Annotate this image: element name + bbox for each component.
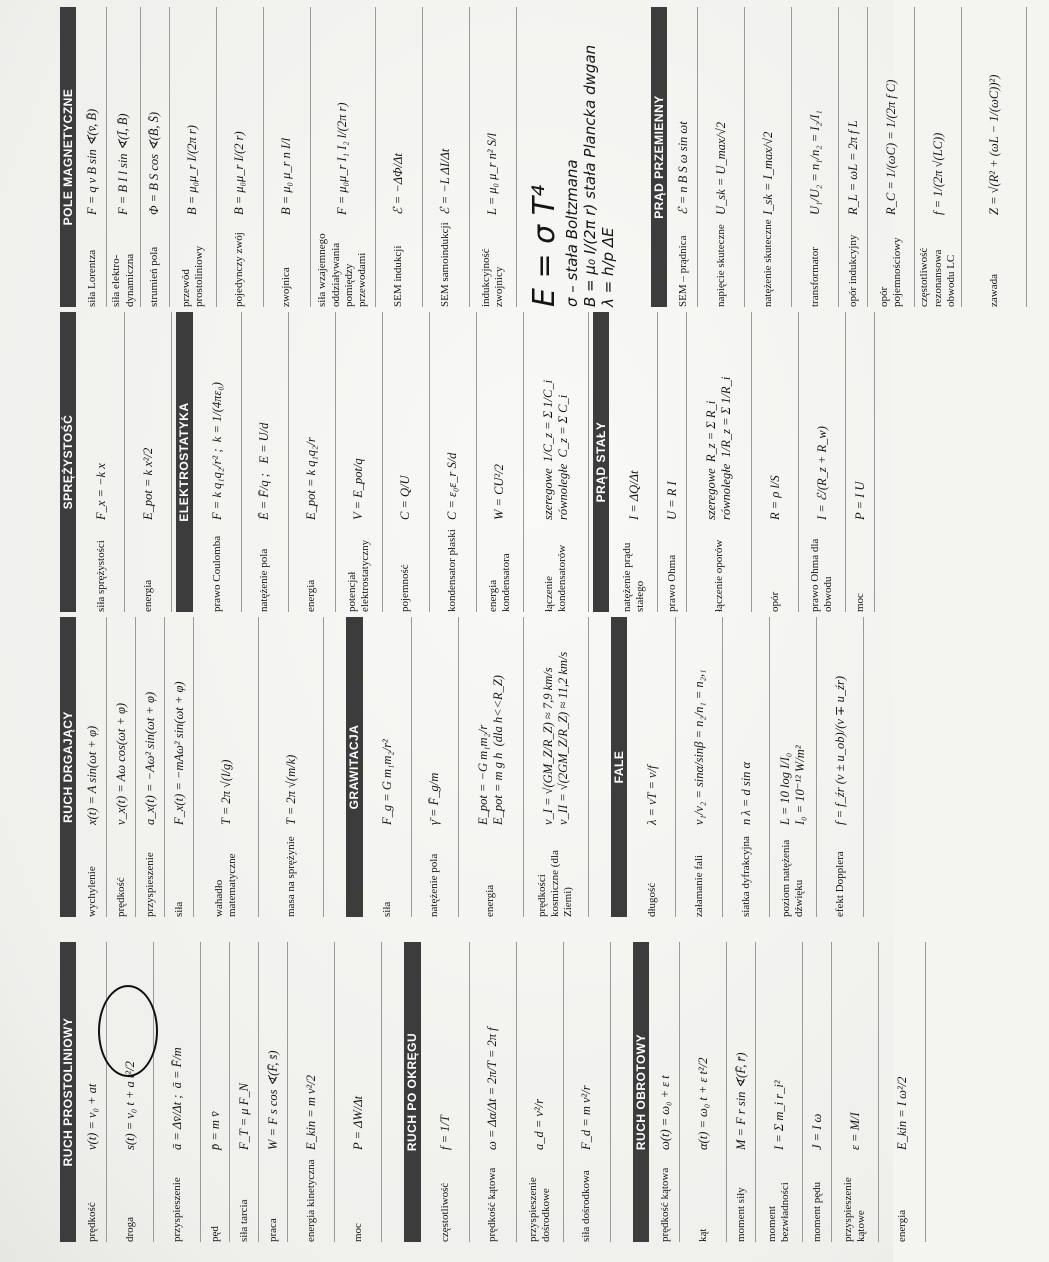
quantity-label: kąt <box>696 1228 709 1242</box>
formula: R = ρ l/S <box>767 475 782 520</box>
formula-row <box>477 312 524 612</box>
formula: Ē = F̄/q ; E = U/d <box>257 422 272 520</box>
formula-row <box>564 942 611 1242</box>
formula-row <box>195 312 242 612</box>
quantity-label: częstotliwość <box>439 1182 452 1242</box>
formula: F = B I l sin ∢(Ī, B̄) <box>116 113 131 215</box>
quantity-label: energia kondensatora <box>486 553 512 612</box>
formula-row <box>242 312 289 612</box>
quantity-label: masa na sprężynie <box>284 836 297 917</box>
quantity-label: załamanie fali <box>692 855 705 917</box>
formula: x(t) = A sin(ωt + φ) <box>84 725 99 825</box>
quantity-label: prędkość kątowa <box>486 1167 499 1242</box>
quantity-label: droga <box>123 1216 136 1242</box>
quantity-label: transformator <box>808 247 821 307</box>
column-4 <box>60 7 1049 307</box>
formula: F_g = G m₁m₂/r² <box>380 739 395 825</box>
formula: F_d = m v²/r <box>579 1085 594 1150</box>
quantity-label: prędkość kątowa <box>658 1167 671 1242</box>
formula: C = ε₀ε_r S/d <box>445 452 460 520</box>
formula: E_pot = k x²/2 <box>140 447 155 520</box>
handwritten-line: E = σ T⁴ <box>526 184 562 307</box>
quantity-label: moc <box>351 1223 364 1242</box>
formula: f = 1/(2π √(LC)) <box>930 132 945 215</box>
quantity-label: prawo Coulomba <box>211 535 224 612</box>
formula: ℰ = n B S ω sin ωt <box>675 121 690 215</box>
formula: I = ΔQ/Δt <box>626 470 641 520</box>
quantity-label: natężenie skuteczne <box>761 219 774 307</box>
formula: R_L = ωL = 2π f L <box>845 120 860 215</box>
formula: I_sk = I_max/√2 <box>760 131 775 215</box>
formula-row <box>727 942 756 1242</box>
formula-row <box>78 312 125 612</box>
quantity-label: częstotliwość rezonansowa obwodu LC <box>918 247 957 307</box>
section-prad-przemienny <box>651 7 1027 307</box>
quantity-label: przewód prostoliniowy <box>179 245 205 307</box>
formula-row <box>770 617 817 917</box>
handwritten-notes <box>521 7 651 307</box>
formula-row <box>136 617 165 917</box>
formula: J = I ω <box>809 1113 824 1150</box>
formula: V = E_pot/q <box>351 458 366 520</box>
quantity-label: poziom natężenia dźwięku <box>779 839 806 917</box>
formula: szeregowe R_z = Σ R_i równoległe 1/R_z = Σ 1/R_i <box>704 376 734 520</box>
formula-row <box>799 312 846 612</box>
quantity-label: siła <box>172 901 185 917</box>
section-title: RUCH PROSTOLINIOWY <box>60 942 76 1242</box>
quantity-label: siła <box>381 901 394 917</box>
formula: F_x = −k x <box>93 463 108 520</box>
formula-row <box>217 7 264 307</box>
formula: E_kin = m v²/2 <box>303 1074 318 1150</box>
formula: F = k q₁q₂/r² ; k = 1/(4πε₀) <box>210 382 225 520</box>
quantity-label: zwojnica <box>280 267 293 307</box>
formula-row <box>259 942 288 1242</box>
formula: szeregowe 1/C_z = Σ 1/C_i równoległe C_z = Σ C_i <box>540 379 570 520</box>
section-ruch-obrotowy <box>633 942 926 1242</box>
section-sprezystosc <box>60 312 172 612</box>
quantity-label: przyspieszenie kątowe <box>841 1177 868 1242</box>
formula-row <box>170 7 217 307</box>
formula-row <box>154 942 201 1242</box>
quantity-label: przyspieszenie dośrodkowe <box>526 1177 552 1242</box>
quantity-label: prawo Ohma <box>665 554 678 612</box>
formula-row <box>669 7 698 307</box>
formula-row <box>412 617 459 917</box>
formula: f = f_źr (v ± u_ob)/(v ∓ u_źr) <box>832 675 847 825</box>
formula: T = 2π √(m/k) <box>283 754 298 825</box>
formula-row <box>78 7 107 307</box>
quantity-label: wychylenie <box>85 866 98 917</box>
formula: ℰ = −ΔΦ/Δt <box>391 153 406 215</box>
formula: ā = Δv̄/Δt ; ā = F̄/m <box>169 1047 184 1150</box>
formula: v_x(t) = Aω cos(ωt + φ) <box>113 702 128 825</box>
formula: v_I = √(GM_Z/R_Z) ≈ 7,9 km/s v_II = √(2GM_Z/R_Z) ≈ 11,2 km/s <box>540 651 570 825</box>
quantity-label: prawo Ohma dla obwodu <box>808 538 835 612</box>
quantity-label: siła Lorentza <box>85 249 98 307</box>
section-fale <box>611 617 864 917</box>
formula-row <box>868 7 915 307</box>
formula-row <box>264 7 311 307</box>
formula: I = Σ m_i r_i² <box>771 1080 786 1150</box>
formula-row <box>680 942 727 1242</box>
formula-row <box>803 942 832 1242</box>
quantity-label: siła dośrodkowa <box>580 1170 593 1242</box>
section-title: SPRĘŻYSTOŚĆ <box>60 312 76 612</box>
formula: F_x(t) = −mAω² sin(ωt + φ) <box>171 681 186 825</box>
quantity-label: pęd <box>208 1226 221 1242</box>
quantity-label: energia <box>484 884 497 917</box>
formula-row <box>470 7 517 307</box>
quantity-label: opór indukcyjny <box>846 234 859 307</box>
formula-row <box>651 942 680 1242</box>
quantity-label: siatka dyfrakcyjna <box>739 836 752 917</box>
formula-row <box>524 312 589 612</box>
formula-row <box>459 617 524 917</box>
section-grawitacja <box>346 617 588 917</box>
handdrawn-circle <box>98 985 158 1077</box>
formula: W = F s cos ∢(F̄, s̄) <box>265 1050 280 1150</box>
formula: a_x(t) = −Aω² sin(ωt + φ) <box>142 691 157 825</box>
formula-row <box>107 617 136 917</box>
formula-row <box>817 617 864 917</box>
formula: ℰ = −L ΔI/Δt <box>438 148 453 215</box>
formula: p̄ = m v̄ <box>207 1111 222 1150</box>
quantity-label: przyspieszenie <box>143 852 156 917</box>
formula-row <box>629 617 676 917</box>
quantity-label: SEM samoindukcji <box>439 222 452 307</box>
column-2 <box>60 617 886 917</box>
quantity-label: natężenie pola <box>258 548 271 612</box>
formula: s(t) = v₀ t + a t²/2 <box>122 1061 137 1150</box>
section-title: RUCH DRGAJĄCY <box>60 617 76 917</box>
quantity-label: strumień pola <box>148 246 161 307</box>
quantity-label: łączenie kondensatorów <box>542 544 568 612</box>
section-ruch-drgajacy <box>60 617 324 917</box>
quantity-label: siła sprężystości <box>94 540 107 612</box>
formula-row <box>365 617 412 917</box>
formula: λ = vT = v/f <box>644 765 659 825</box>
formula-row <box>336 312 383 612</box>
formula-row <box>879 942 926 1242</box>
formula-row <box>165 617 194 917</box>
formula: M = F r sin ∢(F̄, r̄) <box>733 1052 748 1150</box>
formula: n λ = d sin α <box>738 761 753 825</box>
formula-row <box>78 617 107 917</box>
quantity-label: moc <box>853 593 866 612</box>
formula: P = ΔW/Δt <box>350 1095 365 1150</box>
quantity-label: energia <box>141 579 154 612</box>
formula: a_d = v²/r <box>532 1098 547 1150</box>
formula-row <box>383 312 430 612</box>
quantity-label: moment pędu <box>810 1181 823 1242</box>
quantity-label: SEM – prądnica <box>676 235 689 307</box>
formula-row <box>141 7 170 307</box>
quantity-label: siła wzajemnego oddziaływania pomiędzy przewodami <box>316 233 368 307</box>
formula-row <box>125 312 172 612</box>
formula: ω = Δα/Δt = 2π/T = 2π f <box>485 1027 500 1150</box>
formula: ω(t) = ω₀ + ε t <box>657 1075 672 1150</box>
quantity-label: energia kinetyczna <box>304 1159 317 1242</box>
formula-row <box>611 312 658 612</box>
quantity-label: potencjał elektrostatyczny <box>345 539 371 612</box>
handwritten-line: B = μ₀ I/(2π r) stała Plancka dwgan <box>580 44 599 307</box>
formula: v(t) = v₀ + at <box>84 1083 99 1150</box>
section-prad-staly <box>593 312 875 612</box>
formula: B = μ₀μ_r I/(2π r) <box>185 125 200 215</box>
formula-row <box>259 617 324 917</box>
quantity-label: pojedynczy zwój <box>233 232 246 307</box>
quantity-label: łączenie oporów <box>712 539 725 612</box>
formula-row <box>335 942 382 1242</box>
quantity-label: indukcyjność zwojnicy <box>479 248 505 307</box>
formula: F = q v B sin ∢(v̄, B̄) <box>84 108 99 215</box>
section-title: FALE <box>611 617 627 917</box>
formula-row <box>289 312 336 612</box>
quantity-label: energia <box>305 579 318 612</box>
quantity-label: opór <box>768 591 781 612</box>
formula-row <box>832 942 879 1242</box>
formula-row <box>752 312 799 612</box>
quantity-label: prędkość <box>85 1202 98 1242</box>
formula-row <box>792 7 839 307</box>
quantity-label: natężenie prądu stałego <box>620 542 647 612</box>
quantity-label: siła tarcia <box>237 1199 250 1242</box>
section-pole-magnetyczne <box>60 7 517 307</box>
formula: I = ℰ/(R_z + R_w) <box>814 426 829 520</box>
formula-row <box>423 7 470 307</box>
quantity-label: długość <box>645 882 658 917</box>
formula: U = R I <box>664 481 679 520</box>
formula: L = 10 log I/I₀ I₀ = 10⁻¹² W/m² <box>778 745 808 825</box>
formula: B = μ₀ μ_r n I/l <box>279 137 294 215</box>
quantity-label: efekt Dopplera <box>833 851 846 917</box>
formula: P = I U <box>852 481 867 520</box>
formula-row <box>470 942 517 1242</box>
formula-row <box>517 942 564 1242</box>
formula-row <box>423 942 470 1242</box>
formula: U₁/U₂ = n₁/n₂ = I₂/I₁ <box>807 110 822 215</box>
formula: R_C = 1/(ωC) = 1/(2π f C) <box>883 79 898 215</box>
formula-row <box>107 7 140 307</box>
section-ruch-po-okregu <box>404 942 610 1242</box>
quantity-label: moment siły <box>734 1187 747 1242</box>
section-title: PRĄD STAŁY <box>593 312 609 612</box>
formula: C = Q/U <box>398 475 413 520</box>
quantity-label: moment bezwładności <box>765 1182 792 1242</box>
section-title: RUCH OBROTOWY <box>633 942 649 1242</box>
formula-row <box>288 942 335 1242</box>
quantity-label: przyspieszenie <box>170 1177 183 1242</box>
formula-row <box>524 617 589 917</box>
quantity-label: natężenie pola <box>428 853 441 917</box>
quantity-label: prędkość <box>114 877 127 917</box>
formula-row <box>430 312 477 612</box>
section-elektrostatyka <box>176 312 588 612</box>
handwritten-line: σ – stała Boltzmana <box>562 159 581 307</box>
formula-row <box>846 312 875 612</box>
formula-row <box>745 7 792 307</box>
quantity-label: energia <box>895 1209 908 1242</box>
quantity-label: prędkości kosmiczne (dla Ziemi) <box>536 850 575 917</box>
quantity-label: napięcie skuteczne <box>714 224 727 307</box>
handwritten-line: λ = h/p ΔE <box>598 227 617 307</box>
formula: Z = √(R² + (ωL − 1/(ωC))²) <box>986 74 1001 215</box>
formula-row <box>756 942 803 1242</box>
formula: f = 1/T <box>438 1115 453 1150</box>
formula: ε = M/I <box>847 1112 862 1150</box>
column-1 <box>60 942 948 1242</box>
quantity-label: kondensator płaski <box>446 529 459 612</box>
formula-row <box>194 617 259 917</box>
formula-row <box>687 312 752 612</box>
formula: Φ = B S cos ∢(B̄, S̄) <box>147 111 162 215</box>
quantity-label: opór pojemnościowy <box>877 237 904 307</box>
formula: E_kin = I ω²/2 <box>894 1076 909 1150</box>
formula: γ̄ = F̄_g/m <box>427 772 442 825</box>
formula-row <box>962 7 1027 307</box>
formula: E_pot = −G m₁m₂/r E_pot = m g h (dla h<<R_Z) <box>475 675 505 825</box>
formula: F_T = μ F_N <box>236 1083 251 1150</box>
formula-row <box>230 942 259 1242</box>
quantity-label: wahadło matematyczne <box>213 853 239 917</box>
formula-row <box>376 7 423 307</box>
quantity-label: praca <box>266 1218 279 1242</box>
section-title: ELEKTROSTATYKA <box>176 312 192 612</box>
quantity-label: SEM indukcji <box>392 245 405 307</box>
formula: B = μ₀μ_r I/(2 r) <box>232 131 247 215</box>
formula-row <box>78 942 107 1242</box>
section-title: PRĄD PRZEMIENNY <box>651 7 667 307</box>
section-ruch-prostoliniowy <box>60 942 382 1242</box>
formula: U_sk = U_max/√2 <box>713 121 728 215</box>
formula: α(t) = ω₀ t + ε t²/2 <box>695 1057 710 1150</box>
formula: v₁/v₂ = sinα/sinβ = n₂/n₁ = n₂,₁ <box>691 669 706 825</box>
formula-row <box>698 7 745 307</box>
formula: L = μ₀ μ_r n² S/l <box>485 133 500 215</box>
formula: F = μ₀μ_r I₁ I₂ l/(2π r) <box>335 102 350 215</box>
formula: W = CU²/2 <box>492 464 507 520</box>
quantity-label: pojemność <box>399 564 412 612</box>
formula: E_pot = k q₁q₂/r <box>304 437 319 520</box>
formula-row <box>915 7 962 307</box>
formula: T = 2π √(l/g) <box>218 759 233 825</box>
formula-row <box>676 617 723 917</box>
formula-row <box>723 617 770 917</box>
formula-row <box>311 7 376 307</box>
formula-row <box>839 7 868 307</box>
section-title: GRAWITACJA <box>346 617 362 917</box>
section-title: RUCH PO OKRĘGU <box>404 942 420 1242</box>
section-title: POLE MAGNETYCZNE <box>60 7 76 307</box>
column-3 <box>60 312 897 612</box>
quantity-label: siła elektro-dynamiczna <box>110 253 136 307</box>
quantity-label: zawada <box>987 274 1000 307</box>
formula-row <box>201 942 230 1242</box>
formula-row <box>658 312 687 612</box>
